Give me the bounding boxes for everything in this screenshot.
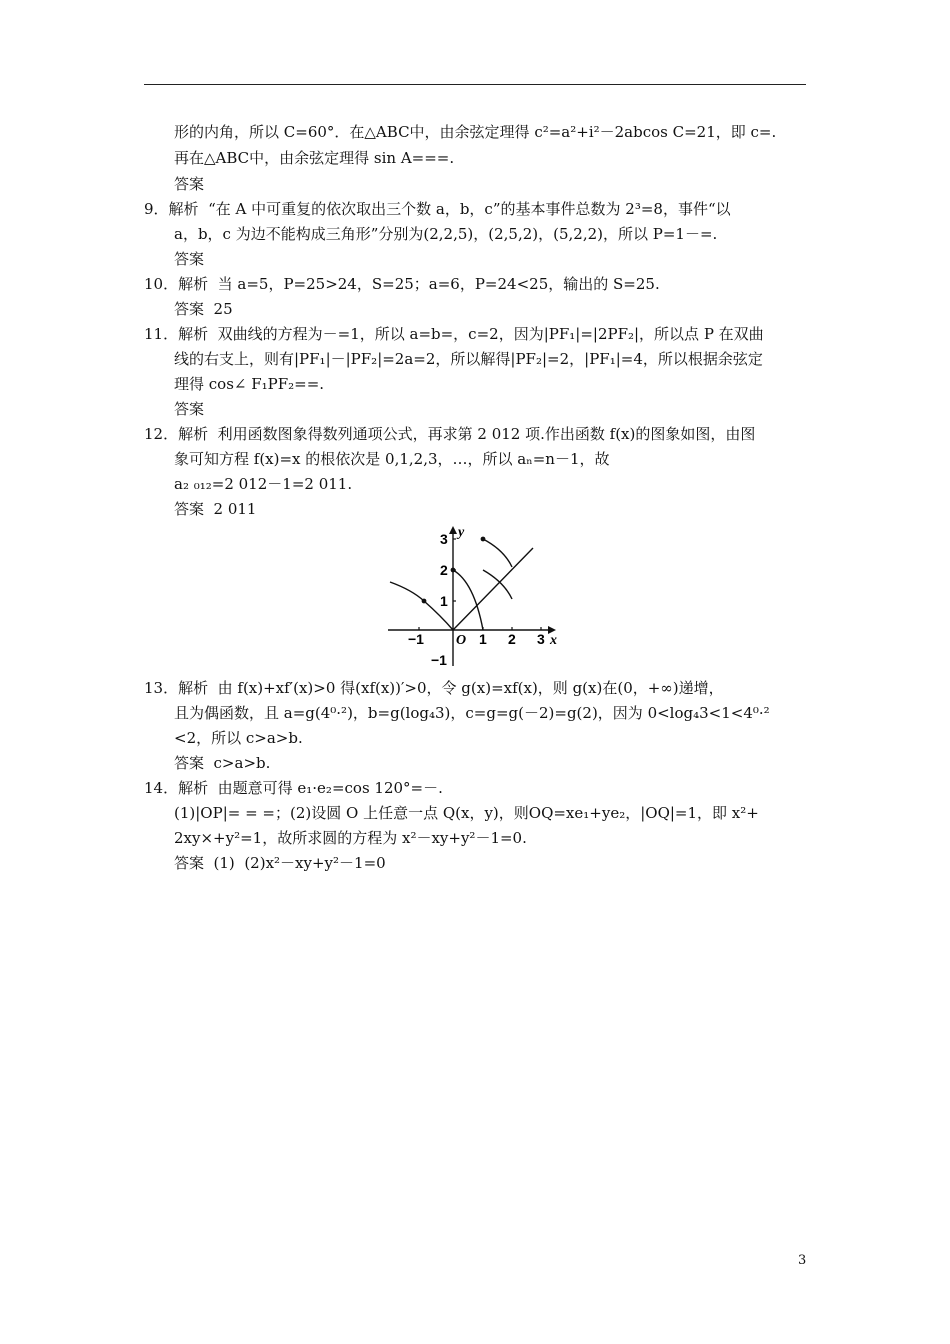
item-12-line: 12．解析 利用函数图象得数列通项公式，再求第 2 012 项.作出函数 f(x)的图象如图，由图 — [144, 425, 756, 443]
text-line: 形的内角，所以 C=60°．在△ABC中，由余弦定理得 c²=a²+i²－2abcos C=21，即 c=. — [174, 123, 777, 141]
item-10-line: 10．解析 当 a=5，P=25>24，S=25；a=6，P=24<25，输出的 S=25. — [144, 275, 660, 293]
answer-label: 答案 — [174, 400, 205, 418]
item-14-line: 14．解析 由题意可得 e₁·e₂=cos 120°=－. — [144, 779, 443, 797]
y-tick-label: −1 — [431, 652, 447, 668]
endpoint-dot — [451, 568, 456, 573]
x-tick-label: 3 — [537, 631, 545, 647]
text-line: (1)|OP|= = =；(2)设圆 O 上任意一点 Q(x，y)，则OQ=xe₁+ye₂，|OQ|=1，即 x²+ — [174, 804, 759, 822]
y-tick-label: 3 — [440, 531, 448, 547]
x-axis-label: x — [550, 633, 557, 648]
answer-line: 答案 2 011 — [174, 500, 257, 518]
text-line: <2，所以 c>a>b. — [174, 729, 303, 747]
page-number: 3 — [798, 1253, 807, 1268]
line-y-equals-x — [453, 548, 533, 630]
text-line: 2xy×+y²=1，故所求圆的方程为 x²－xy+y²－1=0. — [174, 829, 527, 847]
item-13-line: 13．解析 由 f(x)+xf′(x)>0 得(xf(x))′>0，令 g(x)=xf(x)，则 g(x)在(0，+∞)递增， — [144, 679, 724, 697]
header-rule — [144, 84, 806, 85]
y-tick-label: 1 — [440, 593, 448, 609]
endpoint-dot — [422, 599, 427, 604]
curve-segment-2-3 — [483, 539, 512, 567]
y-axis-arrow — [449, 526, 457, 534]
x-tick-label: −1 — [408, 631, 424, 647]
text-line: 且为偶函数，且 a=g(4⁰·²)，b=g(log₄3)，c=g=g(－2)=g(2)，因为 0<log₄3<1<4⁰·² — [174, 704, 770, 722]
item-9-line: 9．解析 “在 A 中可重复的依次取出三个数 a，b，c”的基本事件总数为 2³=8，事件“以 — [144, 200, 731, 218]
x-tick-label: 1 — [479, 631, 487, 647]
answer-label: 答案 — [174, 175, 205, 193]
x-tick-label: 2 — [508, 631, 516, 647]
text-line: a₂ ₀₁₂=2 012－1=2 011. — [174, 475, 353, 493]
origin-label: O — [456, 633, 467, 648]
answer-label: 答案 — [174, 250, 205, 268]
y-axis-label: y — [458, 525, 465, 540]
text-line: 理得 cos∠ F₁PF₂==. — [174, 375, 325, 393]
curve-segment-0-1 — [453, 570, 483, 630]
item-11-line: 11．解析 双曲线的方程为－=1，所以 a=b=，c=2，因为|PF₁|=|2PF₂|，所以点 P 在双曲 — [144, 325, 764, 343]
text-line: 象可知方程 f(x)=x 的根依次是 0,1,2,3，…，所以 aₙ=n－1，故 — [174, 450, 610, 468]
text-line: 再在△ABC中，由余弦定理得 sin A===. — [174, 149, 455, 167]
text-line: a，b，c 为边不能构成三角形”分别为(2,2,5)，(2,5,2)，(5,2,2)，所以 P=1－=. — [174, 225, 718, 243]
function-graph-figure — [386, 524, 562, 668]
answer-line: 答案 (1) (2)x²－xy+y²－1=0 — [174, 854, 386, 872]
endpoint-dot — [481, 537, 486, 542]
answer-line: 答案 c>a>b. — [174, 754, 271, 772]
answer-line: 答案 25 — [174, 300, 233, 318]
y-tick-label: 2 — [440, 562, 448, 578]
text-line: 线的右支上，则有|PF₁|－|PF₂|=2a=2，所以解得|PF₂|=2，|PF₁|=4，所以根据余弦定 — [174, 350, 763, 368]
